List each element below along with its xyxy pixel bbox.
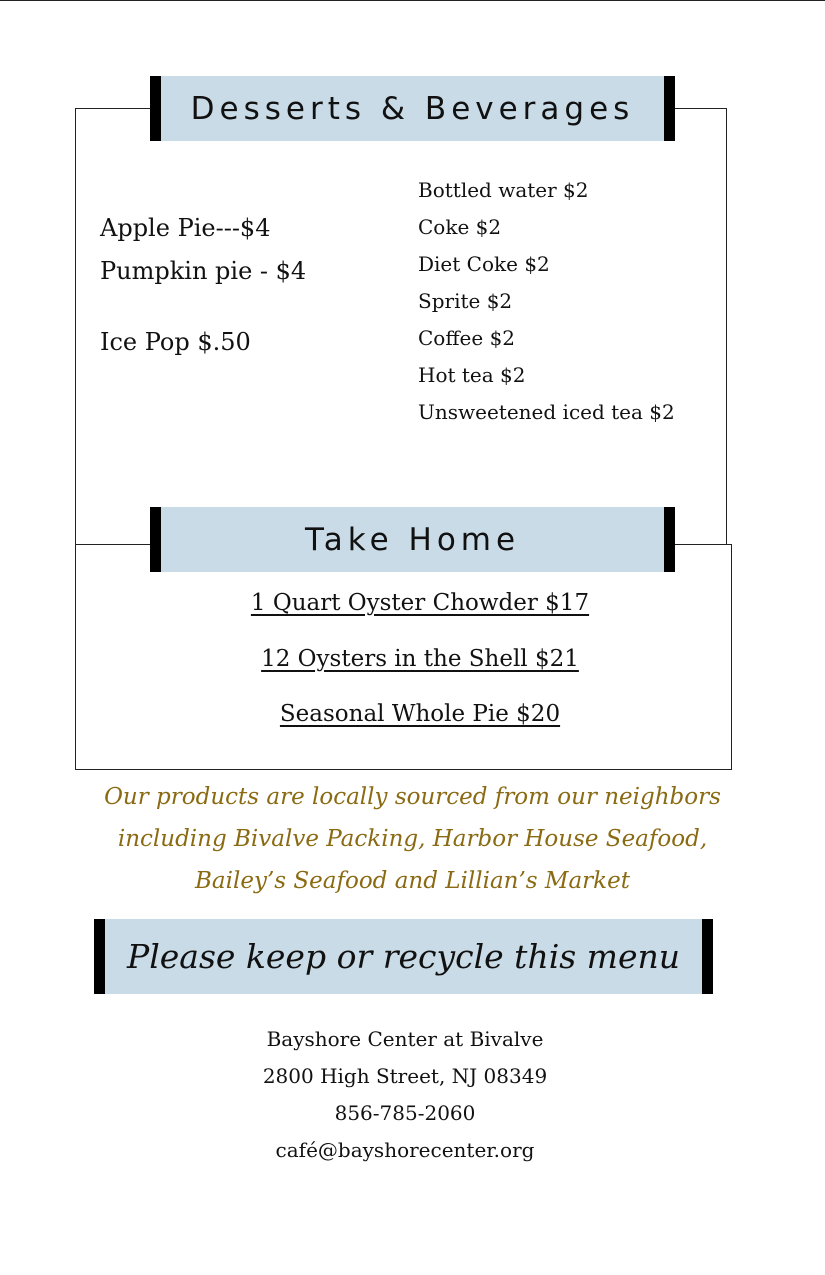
contact-email: café@bayshorecenter.org bbox=[275, 1138, 535, 1162]
dessert-item-pumpkin-pie: Pumpkin pie - $4 bbox=[100, 257, 307, 285]
beverage-item: Sprite $2 bbox=[418, 289, 513, 313]
beverage-item: Diet Coke $2 bbox=[418, 252, 550, 276]
contact-block bbox=[150, 1021, 660, 1169]
beverage-item: Coffee $2 bbox=[418, 326, 516, 350]
take-home-item-pie: Seasonal Whole Pie $20 bbox=[279, 701, 561, 727]
desserts-banner bbox=[150, 76, 675, 141]
contact-street: 2800 High Street, NJ 08349 bbox=[262, 1064, 548, 1088]
take-home-title: Take Home bbox=[304, 521, 521, 558]
recycle-banner bbox=[94, 919, 713, 994]
beverage-list bbox=[418, 176, 675, 435]
sourcing-note: Our products are locally sourced from our neighbors including Bivalve Packing, Harbor House Seafood, Bailey’s Seafood and Lillian’s Market bbox=[104, 784, 721, 894]
take-home-item-chowder: 1 Quart Oyster Chowder $17 bbox=[250, 590, 590, 616]
dessert-item-ice-pop: Ice Pop $.50 bbox=[100, 328, 251, 356]
take-home-item-oysters: 12 Oysters in the Shell $21 bbox=[261, 646, 579, 672]
beverage-item: Hot tea $2 bbox=[418, 363, 526, 387]
beverage-item: Coke $2 bbox=[418, 215, 502, 239]
beverage-item: Unsweetened iced tea $2 bbox=[418, 400, 675, 424]
dessert-item-apple-pie: Apple Pie---$4 bbox=[100, 214, 271, 242]
recycle-text: Please keep or recycle this menu bbox=[126, 937, 681, 976]
desserts-title: Desserts & Beverages bbox=[190, 90, 635, 127]
take-home-banner bbox=[150, 507, 675, 572]
contact-phone: 856-785-2060 bbox=[334, 1101, 476, 1125]
top-rule bbox=[0, 0, 825, 1]
beverage-item: Bottled water $2 bbox=[418, 178, 589, 202]
contact-name: Bayshore Center at Bivalve bbox=[266, 1027, 544, 1051]
